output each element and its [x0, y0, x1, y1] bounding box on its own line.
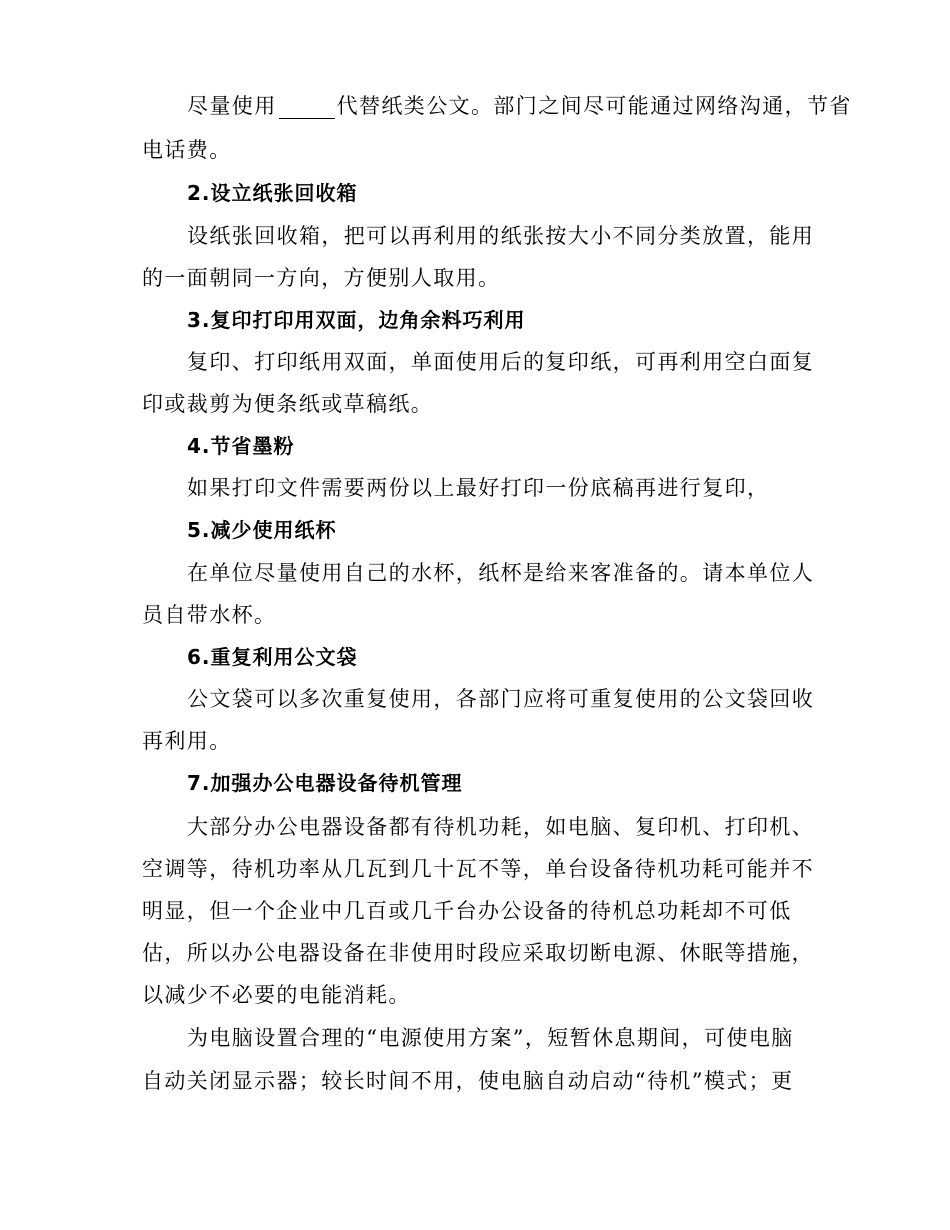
paragraph-line: 明显，但一个企业中几百或几千台办公设备的待机总功耗却不可低	[142, 899, 792, 923]
section-heading: 2.设立纸张回收箱	[187, 181, 358, 205]
paragraph-line: 员自带水杯。	[142, 603, 277, 627]
paragraph-line: 空调等，待机功率从几瓦到几十瓦不等，单台设备待机功耗可能并不	[142, 857, 814, 881]
paragraph-line: 公文袋可以多次重复使用，各部门应将可重复使用的公文袋回收	[187, 687, 815, 711]
paragraph-line: 再利用。	[142, 729, 232, 753]
section-heading: 4.节省墨粉	[187, 434, 295, 458]
paragraph-line: 设纸张回收箱，把可以再利用的纸张按大小不同分类放置，能用	[187, 224, 815, 248]
paragraph-line: 电话费。	[142, 138, 232, 162]
paragraph-line: 为电脑设置合理的“电源使用方案”，短暂休息期间，可使电脑	[187, 1026, 794, 1050]
paragraph-line: 复印、打印纸用双面，单面使用后的复印纸，可再利用空白面复	[187, 350, 815, 374]
section-heading: 5.减少使用纸杯	[187, 518, 337, 542]
paragraph-line: 在单位尽量使用自己的水杯，纸杯是给来客准备的。请本单位人	[187, 561, 815, 585]
paragraph-line: 大部分办公电器设备都有待机功耗，如电脑、复印机、打印机、	[187, 815, 815, 839]
paragraph-line: 自动关闭显示器；较长时间不用，使电脑自动启动“待机”模式；更	[142, 1069, 794, 1093]
section-heading: 7.加强办公电器设备待机管理	[187, 771, 463, 795]
section-heading: 6.重复利用公文袋	[187, 645, 358, 669]
section-heading: 3.复印打印用双面，边角余料巧利用	[187, 308, 526, 332]
paragraph-line: 估，所以办公电器设备在非使用时段应采取切断电源、休眠等措施，	[142, 941, 814, 965]
paragraph-line: 印或裁剪为便条纸或草稿纸。	[142, 392, 434, 416]
paragraph-line: 的一面朝同一方向，方便别人取用。	[142, 266, 501, 290]
paragraph-text: 尽量使用	[187, 94, 277, 118]
paragraph-text: 代替纸类公文。部门之间尽可能通过网络沟通，节省	[336, 94, 852, 118]
paragraph-line	[187, 93, 852, 119]
paragraph-line: 如果打印文件需要两份以上最好打印一份底稿再进行复印，	[187, 476, 770, 500]
paragraph-line: 以减少不必要的电能消耗。	[142, 983, 411, 1007]
fill-in-blank	[279, 98, 335, 119]
